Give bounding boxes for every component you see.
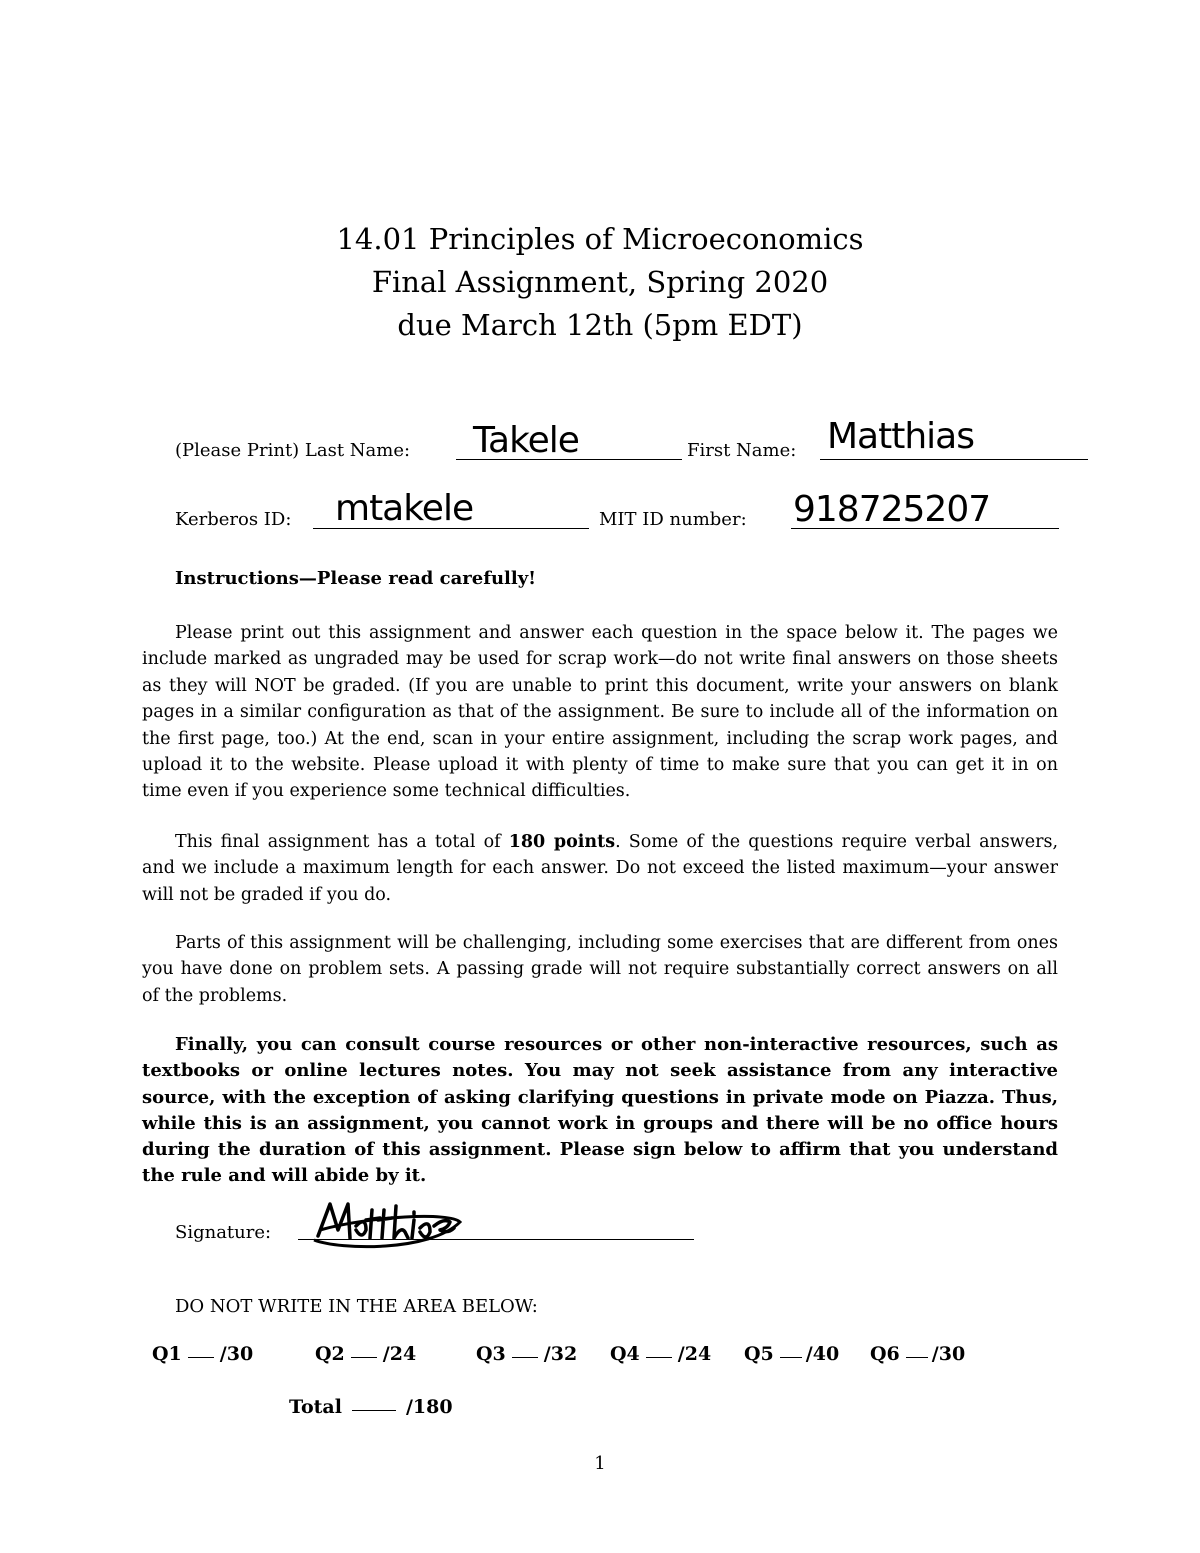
mit-id-label: MIT ID number:: [599, 509, 747, 530]
score-q3: [476, 1343, 577, 1365]
q6-blank: [906, 1357, 928, 1358]
q5-max: /40: [805, 1343, 840, 1365]
q3-max: /32: [543, 1343, 578, 1365]
total-label: Total: [289, 1396, 342, 1418]
kerberos-field[interactable]: mtakele: [335, 488, 474, 529]
q4-blank: [646, 1357, 672, 1358]
score-q4: [610, 1343, 711, 1365]
title-block: [0, 218, 1200, 347]
instructions-paragraph-2: [142, 829, 1058, 908]
q3-label: Q3: [476, 1343, 506, 1365]
score-q5: [744, 1343, 839, 1365]
score-q6: [870, 1343, 965, 1365]
q4-label: Q4: [610, 1343, 640, 1365]
p2-text-start: This final assignment has a total of: [175, 832, 509, 852]
first-name-field[interactable]: Matthias: [827, 416, 974, 457]
score-q1: [152, 1343, 253, 1365]
total-max: /180: [405, 1396, 453, 1418]
total-points: 180 points: [508, 832, 616, 852]
q6-label: Q6: [870, 1343, 900, 1365]
mit-id-field[interactable]: 918725207: [793, 489, 991, 530]
q4-max: /24: [677, 1343, 712, 1365]
first-name-line: [820, 459, 1088, 460]
kerberos-label: Kerberos ID:: [175, 509, 292, 530]
instructions-heading: Instructions—Please read carefully!: [175, 568, 537, 589]
total-blank: [352, 1410, 396, 1411]
q2-label: Q2: [315, 1343, 345, 1365]
total-score: [289, 1396, 453, 1418]
first-name-label: First Name:: [687, 440, 797, 461]
instructions-paragraph-4: Finally, you can consult course resources or other non-interactive resources, such as textbooks or online lectures notes. You may not seek assistance from any interactive source, with the exception of asking clarifying questions in private mode on Piazza. Thus, while this is an assignment, you cannot work in groups and there will be no office hours during the duration of this assignment. Please sign below to affirm that you understand the rule and will abide by it.: [142, 1034, 1058, 1187]
do-not-write-notice: DO NOT WRITE IN THE AREA BELOW:: [175, 1296, 538, 1317]
course-title: 14.01 Principles of Microeconomics: [336, 222, 864, 256]
q3-blank: [512, 1357, 538, 1358]
signature-image[interactable]: [310, 1196, 470, 1252]
assignment-title: Final Assignment, Spring 2020: [371, 265, 829, 299]
q5-blank: [780, 1357, 802, 1358]
q2-max: /24: [382, 1343, 417, 1365]
instructions-paragraph-1: Please print out this assignment and answer each question in the space below it. The pages we include marked as ungraded may be used for scrap work—do not write final answers on those sheets as they will NOT be graded. (If you are unable to print this document, write your answers on blank pages in a similar configuration as that of the assignment. Be sure to include all of the information on the first page, too.) At the end, scan in your entire assignment, including the scrap work pages, and upload it to the website. Please upload it with plenty of time to make sure that you can get it in on time even if you experience some technical difficulties.: [142, 623, 1058, 802]
q1-max: /30: [219, 1343, 254, 1365]
q1-label: Q1: [152, 1343, 182, 1365]
due-date: due March 12th (5pm EDT): [397, 308, 803, 342]
instructions-paragraph-3: Parts of this assignment will be challenging, including some exercises that are different from ones you have done on problem sets. A passing grade will not require substantially correct answers on all of the problems.: [142, 933, 1058, 1006]
score-q2: [315, 1343, 416, 1365]
last-name-field[interactable]: Takele: [473, 420, 579, 461]
q6-max: /30: [931, 1343, 966, 1365]
q1-blank: [188, 1357, 214, 1358]
p2-text-end: . Some of the questions require verbal answers, and we include a maximum length for each answer. Do not exceed the listed maximum—your answer will not be graded if you do.: [142, 832, 1059, 905]
last-name-label: (Please Print) Last Name:: [175, 440, 411, 461]
q5-label: Q5: [744, 1343, 774, 1365]
page-number: 1: [594, 1453, 606, 1474]
q2-blank: [351, 1357, 377, 1358]
signature-label: Signature:: [175, 1222, 272, 1243]
